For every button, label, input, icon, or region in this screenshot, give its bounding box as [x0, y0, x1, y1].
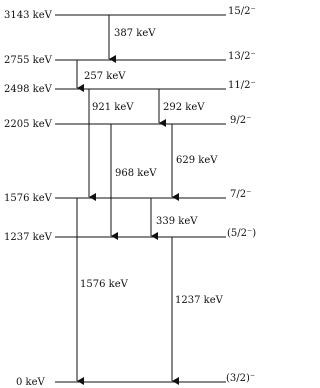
level-energy-label: 1237 keV — [4, 232, 52, 243]
level-energy-label: 3143 keV — [4, 10, 52, 21]
level-spin-label: (5/2⁻) — [227, 228, 257, 239]
level-energy-label: 2205 keV — [4, 119, 52, 130]
level-energy-label: 2755 keV — [4, 55, 52, 66]
level-spin-label: (3/2)⁻ — [226, 373, 256, 384]
transition-label: 339 keV — [156, 216, 198, 227]
transition-label: 292 keV — [163, 102, 205, 113]
transition-label: 257 keV — [84, 71, 126, 82]
transition-label: 629 keV — [176, 155, 218, 166]
level-spin-labels — [226, 6, 256, 384]
level-energy-label: 0 keV — [16, 377, 45, 388]
level-energy-label: 2498 keV — [4, 84, 52, 95]
level-lines — [55, 15, 226, 382]
level-spin-label: 15/2⁻ — [228, 6, 256, 17]
transition-label: 921 keV — [92, 102, 134, 113]
transition-labels — [80, 28, 224, 306]
transition-label: 1237 keV — [175, 295, 223, 306]
level-energy-labels — [4, 10, 53, 388]
transition-label: 968 keV — [115, 168, 157, 179]
level-spin-label: 13/2⁻ — [228, 51, 256, 62]
level-spin-label: 9/2⁻ — [230, 115, 252, 126]
level-spin-label: 7/2⁻ — [230, 189, 252, 200]
level-energy-label: 1576 keV — [4, 193, 52, 204]
transition-label: 1576 keV — [80, 279, 128, 290]
level-spin-label: 11/2⁻ — [228, 80, 256, 91]
transition-label: 387 keV — [114, 28, 156, 39]
